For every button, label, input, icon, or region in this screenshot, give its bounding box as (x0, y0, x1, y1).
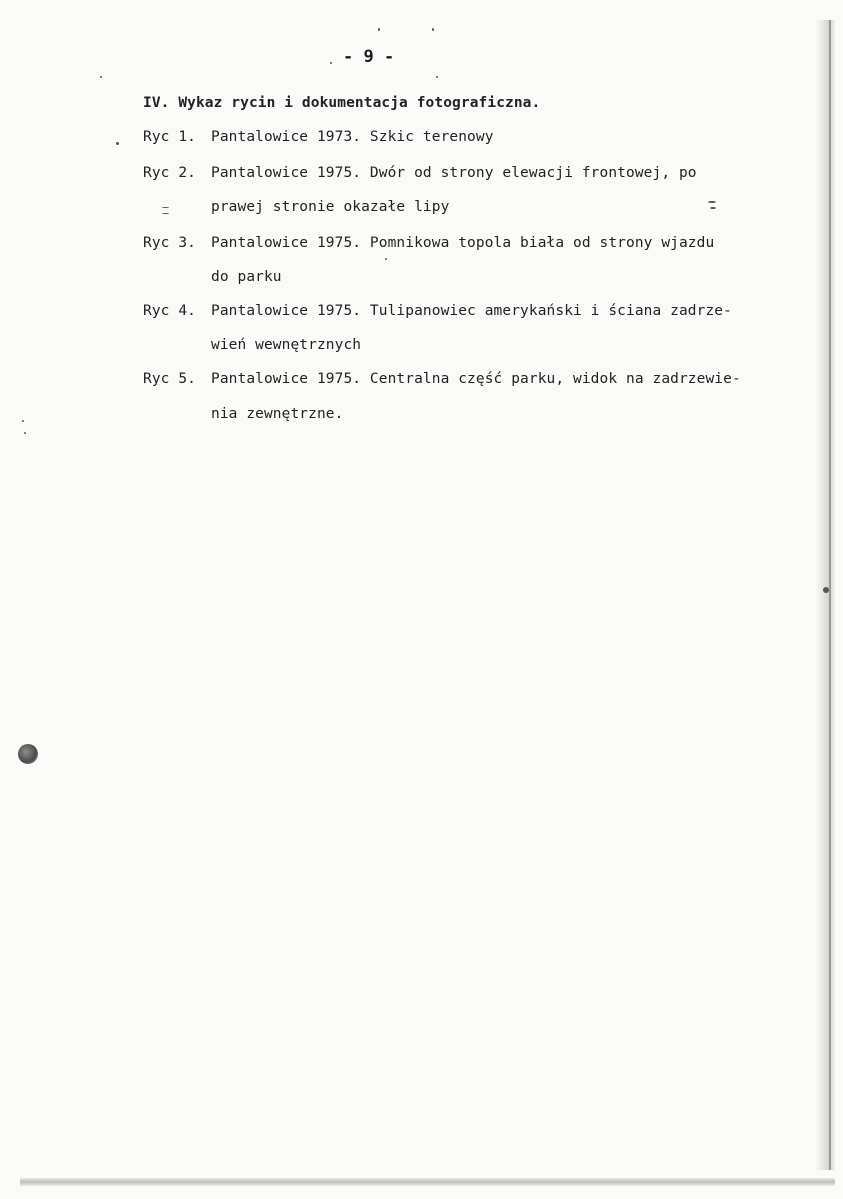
scan-speck (22, 420, 24, 422)
entry-text-continuation: nia zewnętrzne. (211, 406, 344, 422)
entry-text: Pantalowice 1975. Tulipanowiec amerykański i ściana zadrze- (211, 303, 732, 319)
entry-label: Ryc 5. (143, 371, 196, 387)
scan-speck (710, 207, 716, 209)
scan-edge-line (829, 20, 831, 1170)
scan-speck (432, 28, 434, 31)
entry-text-continuation: prawej stronie okazałe lipy (211, 199, 450, 215)
section-heading: IV. Wykaz rycin i dokumentacja fotograficzna. (143, 95, 541, 111)
entry-label: Ryc 4. (143, 303, 196, 319)
entry-text-continuation: do parku (211, 269, 282, 285)
scan-speck (823, 587, 829, 593)
scan-edge-right (815, 20, 835, 1170)
scan-speck (162, 213, 169, 214)
page-number: - 9 - (343, 47, 395, 67)
entry-label: Ryc 2. (143, 165, 196, 181)
entry-text: Pantalowice 1975. Pomnikowa topola biała od strony wjazdu (211, 235, 715, 251)
entry-label: Ryc 3. (143, 235, 196, 251)
punch-hole-mark (18, 744, 38, 764)
scan-speck (162, 207, 169, 208)
entry-text: Pantalowice 1975. Dwór od strony elewacji frontowej, po (211, 165, 697, 181)
scan-speck (708, 201, 716, 203)
entry-text: Pantalowice 1973. Szkic terenowy (211, 129, 494, 145)
scan-speck (116, 142, 119, 145)
entry-text: Pantalowice 1975. Centralna część parku, widok na zadrzewie- (211, 371, 741, 387)
scan-edge-bottom (20, 1178, 835, 1186)
entry-text-continuation: wień wewnętrznych (211, 337, 362, 353)
scan-speck (330, 62, 332, 64)
scan-speck (436, 76, 438, 78)
scan-speck (385, 258, 387, 260)
scan-speck (100, 76, 102, 78)
scan-speck (378, 28, 380, 31)
scan-speck (24, 432, 26, 434)
entry-label: Ryc 1. (143, 129, 196, 145)
